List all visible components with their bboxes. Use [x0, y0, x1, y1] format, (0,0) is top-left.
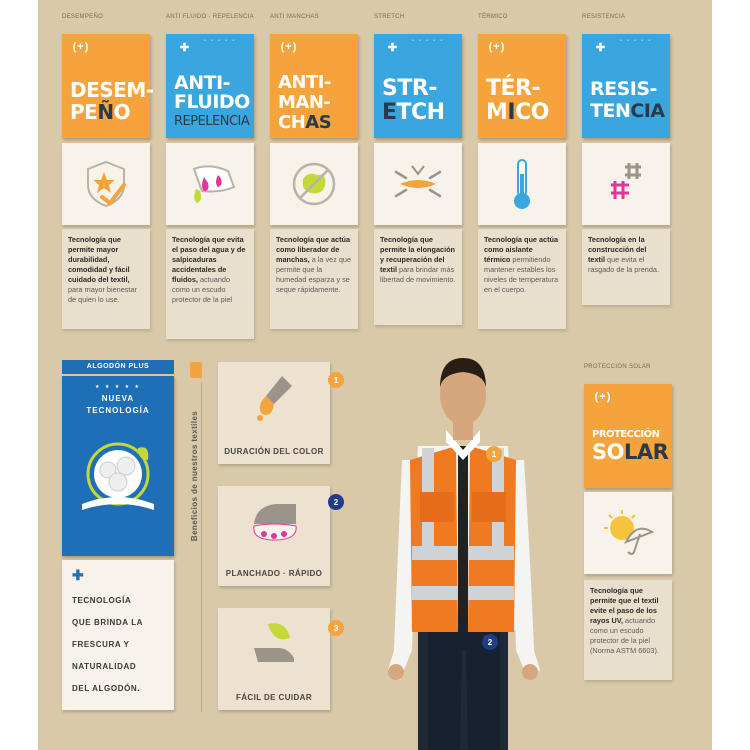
tag-antimanchas: ANTI MANCHAS	[270, 14, 319, 20]
benefit-number: 3	[328, 620, 344, 636]
tag-termico: TÉRMICO	[478, 14, 508, 20]
tile-stretch	[374, 34, 462, 138]
dots-decoration: • • • • •	[204, 38, 237, 44]
algodon-line: TECNOLOGÍA	[72, 596, 132, 605]
tag-stretch: STRETCH	[374, 14, 405, 20]
tag-desempeno: DESEMPEÑO	[62, 14, 104, 20]
algodon-tecnologia: TECNOLOGÍA	[86, 406, 150, 415]
infographic-canvas	[38, 0, 712, 750]
tile-title-line1: STR-	[382, 76, 437, 101]
algodon-text-card	[62, 560, 174, 710]
tile-title-line2: FLUIDO	[174, 91, 250, 113]
algodon-line: DEL ALGODÓN.	[72, 684, 141, 693]
tile-title-line2: PEÑO	[70, 100, 131, 124]
tile-antimanchas	[270, 34, 358, 138]
benefit-number: 2	[328, 494, 344, 510]
benefit-label: PLANCHADO · RÁPIDO	[225, 569, 323, 578]
vertical-label: Beneficios de nuestros textiles	[190, 410, 199, 542]
tag-resistencia: RESISTENCIA	[582, 14, 626, 20]
tile-title-line1: ANTI-	[174, 72, 231, 94]
tile-resistencia	[582, 34, 670, 138]
algodon-nueva: NUEVA	[101, 394, 135, 403]
desc-antimanchas: Tecnología que actúa como liberador de manchas, a la vez que permite que la humedad esparza y se seque rápidamente.	[270, 229, 358, 329]
tile-title-line3: CHAS	[278, 112, 332, 133]
tile-title-line1: TÉR-	[486, 76, 541, 101]
plus-icon: (+)	[280, 41, 298, 53]
tile-title-line1: RESIS-	[590, 78, 657, 100]
plus-icon: (+)	[594, 391, 612, 403]
fabric-drops-icon	[166, 143, 254, 225]
desc-termico: Tecnología que actúa como aislante térmico permitiendo mantener estables los niveles de temperatura en el cuerpo.	[478, 229, 566, 329]
vertical-label-marker	[190, 362, 202, 378]
tile-title-line2: ETCH	[382, 100, 445, 125]
tile-desempeno	[62, 34, 154, 138]
dropper-icon	[252, 372, 298, 422]
desc-desempeno: Tecnología que permite mayor durabilidad, comodidad y fácil cuidado del textil, para mayor bienestar de quien lo use.	[62, 229, 150, 329]
iron-icon	[246, 496, 304, 546]
model-number: 1	[486, 446, 502, 462]
tile-termico	[478, 34, 566, 138]
tile-solar	[584, 384, 672, 488]
tile-title-line2: MAN-	[278, 92, 331, 113]
plus-icon: ✚	[387, 41, 399, 54]
plus-icon: ✚	[595, 41, 607, 54]
tile-title-line2: SOLAR	[592, 440, 669, 464]
benefit-label: FÁCIL DE CUIDAR	[235, 693, 313, 702]
desc-stretch: Tecnología que permite la elongación y recuperación del textil para brindar más libertad de movimiento.	[374, 229, 462, 325]
tear-resistance-icon	[582, 143, 670, 225]
tile-title-line2: MICO	[486, 100, 549, 125]
cotton-icon	[72, 426, 164, 526]
tag-solar: PROTECCIÓN SOLAR	[584, 364, 651, 370]
tag-antifluido: ANTI FLUIDO · REPELENCIA	[166, 14, 254, 20]
tile-title-line2: TENCIA	[590, 100, 665, 122]
dots-decoration: • • • • •	[620, 38, 653, 44]
stars-decoration: ★ ★ ★ ★ ★	[95, 384, 141, 390]
desc-resistencia: Tecnología en la construcción del textil que evita el rasgado de la prenda.	[582, 229, 670, 305]
model-number: 2	[482, 634, 498, 650]
sun-umbrella-icon	[584, 492, 672, 574]
no-stain-icon	[270, 143, 358, 225]
benefit-number: 1	[328, 372, 344, 388]
algodon-header: ALGODÓN PLUS	[62, 360, 174, 374]
tile-title-line1: ANTI-	[278, 72, 331, 93]
model-illustration	[358, 350, 568, 750]
benefit-card-ironing	[218, 486, 330, 586]
benefit-card-color	[218, 362, 330, 464]
plus-icon: ✚	[72, 567, 84, 583]
stretch-arrows-icon	[374, 143, 462, 225]
thermometer-icon	[478, 143, 566, 225]
shield-star-icon	[62, 143, 150, 225]
algodon-card	[62, 376, 174, 556]
tile-title-line1: PROTECCIÓN	[592, 429, 660, 440]
algodon-line: NATURALIDAD	[72, 662, 137, 671]
desc-antifluido: Tecnología que evita el paso del agua y de salpicaduras accidentales de fluidos, actuando como un escudo protector de la piel	[166, 229, 254, 339]
algodon-line: QUE BRINDA LA	[72, 618, 144, 627]
dots-decoration: • • • • •	[412, 38, 445, 44]
tile-title-line1: DESEM-	[70, 78, 154, 102]
plus-icon: (+)	[72, 41, 90, 53]
tile-title-line3: REPELENCIA	[174, 114, 250, 129]
desc-solar: Tecnología que permite que el textil evite el paso de los rayos UV, actuando como un escudo protector de la piel (Norma ASTM 6603).	[584, 580, 672, 680]
benefit-label: DURACIÓN DEL COLOR	[224, 447, 324, 456]
plus-icon: (+)	[488, 41, 506, 53]
plus-icon: ✚	[179, 41, 191, 54]
hand-leaf-icon	[248, 618, 302, 672]
benefit-card-care	[218, 608, 330, 710]
tile-antifluido	[166, 34, 254, 138]
algodon-line: FRESCURA Y	[72, 640, 130, 649]
